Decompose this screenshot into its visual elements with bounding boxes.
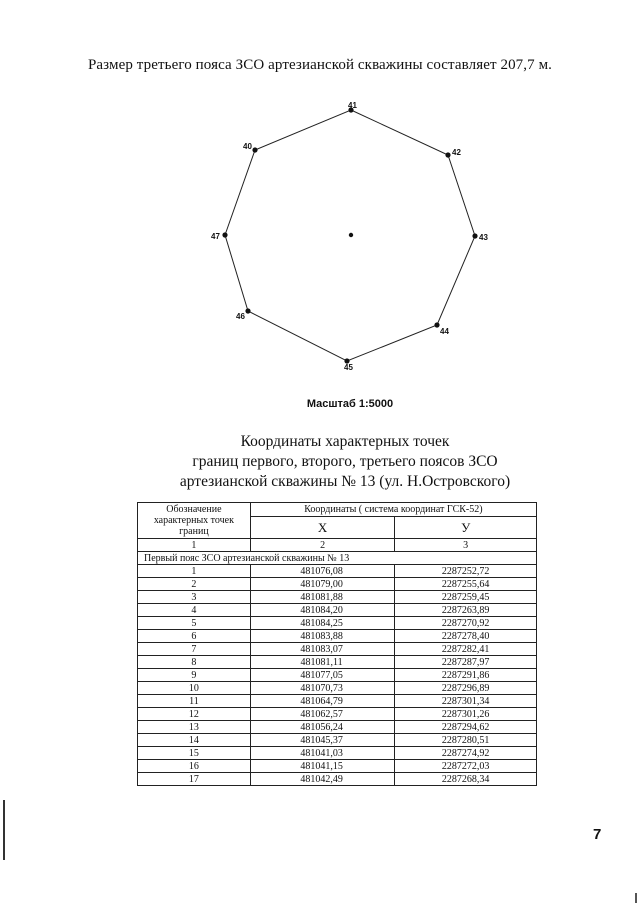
vertex-label: 46 — [236, 312, 245, 321]
y-coordinate-cell: 2287268,34 — [395, 773, 537, 786]
table-row — [138, 565, 537, 578]
point-number-cell: 17 — [138, 773, 251, 786]
x-coordinate-cell: 481062,57 — [250, 708, 395, 721]
heading-line: границ первого, второго, третьего поясов ЗСО — [192, 453, 498, 470]
table-row — [138, 656, 537, 669]
y-coordinate-cell: 2287282,41 — [395, 643, 537, 656]
vertex-point — [222, 232, 227, 237]
section-row — [138, 552, 537, 565]
table-row — [138, 721, 537, 734]
table-row — [138, 708, 537, 721]
point-number-cell: 13 — [138, 721, 251, 734]
point-number-cell: 10 — [138, 682, 251, 695]
x-coordinate-cell: 481083,88 — [250, 630, 395, 643]
x-coordinate-cell: 481045,37 — [250, 734, 395, 747]
coordinates-header: Координаты ( система координат ГСК-52) — [250, 503, 536, 517]
table-row — [138, 604, 537, 617]
table-header-row — [138, 503, 537, 517]
x-coordinate-cell: 481083,07 — [250, 643, 395, 656]
x-coordinate-cell: 481081,11 — [250, 656, 395, 669]
point-number-cell: 1 — [138, 565, 251, 578]
x-coordinate-cell: 481042,49 — [250, 773, 395, 786]
table-row — [138, 578, 537, 591]
x-axis-header: X — [250, 516, 395, 538]
point-number-cell: 4 — [138, 604, 251, 617]
table-row — [138, 630, 537, 643]
y-coordinate-cell: 2287252,72 — [395, 565, 537, 578]
y-coordinate-cell: 2287291,86 — [395, 669, 537, 682]
scale-label: Масштаб 1:5000 — [306, 398, 394, 410]
table-heading — [0, 432, 640, 492]
point-number-cell: 12 — [138, 708, 251, 721]
heading-line: артезианской скважины № 13 (ул. Н.Островского) — [179, 473, 511, 490]
table-row — [138, 695, 537, 708]
table-row — [138, 734, 537, 747]
page-number: 7 — [593, 826, 602, 843]
intro-text: Размер третьего пояса ЗСО артезианской скважины составляет 207,7 м. — [87, 57, 553, 73]
designation-header: Обозначение характерных точек границ — [138, 503, 251, 539]
point-number-cell: 6 — [138, 630, 251, 643]
y-coordinate-cell: 2287294,62 — [395, 721, 537, 734]
vertex-point — [445, 152, 450, 157]
x-coordinate-cell: 481084,20 — [250, 604, 395, 617]
y-coordinate-cell: 2287263,89 — [395, 604, 537, 617]
point-number-cell: 15 — [138, 747, 251, 760]
column-number-row — [138, 539, 537, 552]
y-coordinate-cell: 2287270,92 — [395, 617, 537, 630]
y-coordinate-cell: 2287278,40 — [395, 630, 537, 643]
point-number-cell: 16 — [138, 760, 251, 773]
vertex-label: 47 — [211, 232, 220, 241]
x-coordinate-cell: 481064,79 — [250, 695, 395, 708]
table-row — [138, 760, 537, 773]
point-number-cell: 9 — [138, 669, 251, 682]
x-coordinate-cell: 481041,15 — [250, 760, 395, 773]
column-number: 1 — [138, 539, 251, 552]
x-coordinate-cell: 481079,00 — [250, 578, 395, 591]
table-row — [138, 617, 537, 630]
table-row — [138, 643, 537, 656]
y-coordinate-cell: 2287274,92 — [395, 747, 537, 760]
heading-line: Координаты характерных точек — [240, 433, 450, 450]
table-row — [138, 747, 537, 760]
point-number-cell: 7 — [138, 643, 251, 656]
well-center-point — [349, 233, 353, 237]
table-row — [138, 591, 537, 604]
point-number-cell: 3 — [138, 591, 251, 604]
table-row — [138, 669, 537, 682]
y-coordinate-cell: 2287272,03 — [395, 760, 537, 773]
scan-edge-mark — [635, 893, 637, 903]
y-axis-header: У — [395, 516, 537, 538]
y-coordinate-cell: 2287259,45 — [395, 591, 537, 604]
vertex-label: 41 — [348, 101, 357, 110]
x-coordinate-cell: 481076,08 — [250, 565, 395, 578]
y-coordinate-cell: 2287287,97 — [395, 656, 537, 669]
vertex-label: 40 — [243, 142, 252, 151]
point-number-cell: 5 — [138, 617, 251, 630]
y-coordinate-cell: 2287301,34 — [395, 695, 537, 708]
scan-edge-mark — [3, 800, 5, 860]
y-coordinate-cell: 2287301,26 — [395, 708, 537, 721]
section-title: Первый пояс ЗСО артезианской скважины № 13 — [138, 552, 537, 565]
vertex-point — [252, 147, 257, 152]
vertex-point — [245, 308, 250, 313]
vertex-label: 42 — [452, 148, 461, 157]
point-number-cell: 11 — [138, 695, 251, 708]
column-number: 2 — [250, 539, 395, 552]
coordinates-table — [137, 502, 537, 786]
point-number-cell: 8 — [138, 656, 251, 669]
x-coordinate-cell: 481041,03 — [250, 747, 395, 760]
point-number-cell: 2 — [138, 578, 251, 591]
point-number-cell: 14 — [138, 734, 251, 747]
vertex-point — [434, 322, 439, 327]
vertex-label: 45 — [344, 363, 353, 372]
y-coordinate-cell: 2287296,89 — [395, 682, 537, 695]
vertex-label: 43 — [479, 233, 488, 242]
table-row — [138, 682, 537, 695]
y-coordinate-cell: 2287280,51 — [395, 734, 537, 747]
x-coordinate-cell: 481056,24 — [250, 721, 395, 734]
x-coordinate-cell: 481084,25 — [250, 617, 395, 630]
x-coordinate-cell: 481081,88 — [250, 591, 395, 604]
y-coordinate-cell: 2287255,64 — [395, 578, 537, 591]
x-coordinate-cell: 481070,73 — [250, 682, 395, 695]
table-row — [138, 773, 537, 786]
vertex-point — [472, 233, 477, 238]
column-number: 3 — [395, 539, 537, 552]
vertex-label: 44 — [440, 327, 449, 336]
x-coordinate-cell: 481077,05 — [250, 669, 395, 682]
